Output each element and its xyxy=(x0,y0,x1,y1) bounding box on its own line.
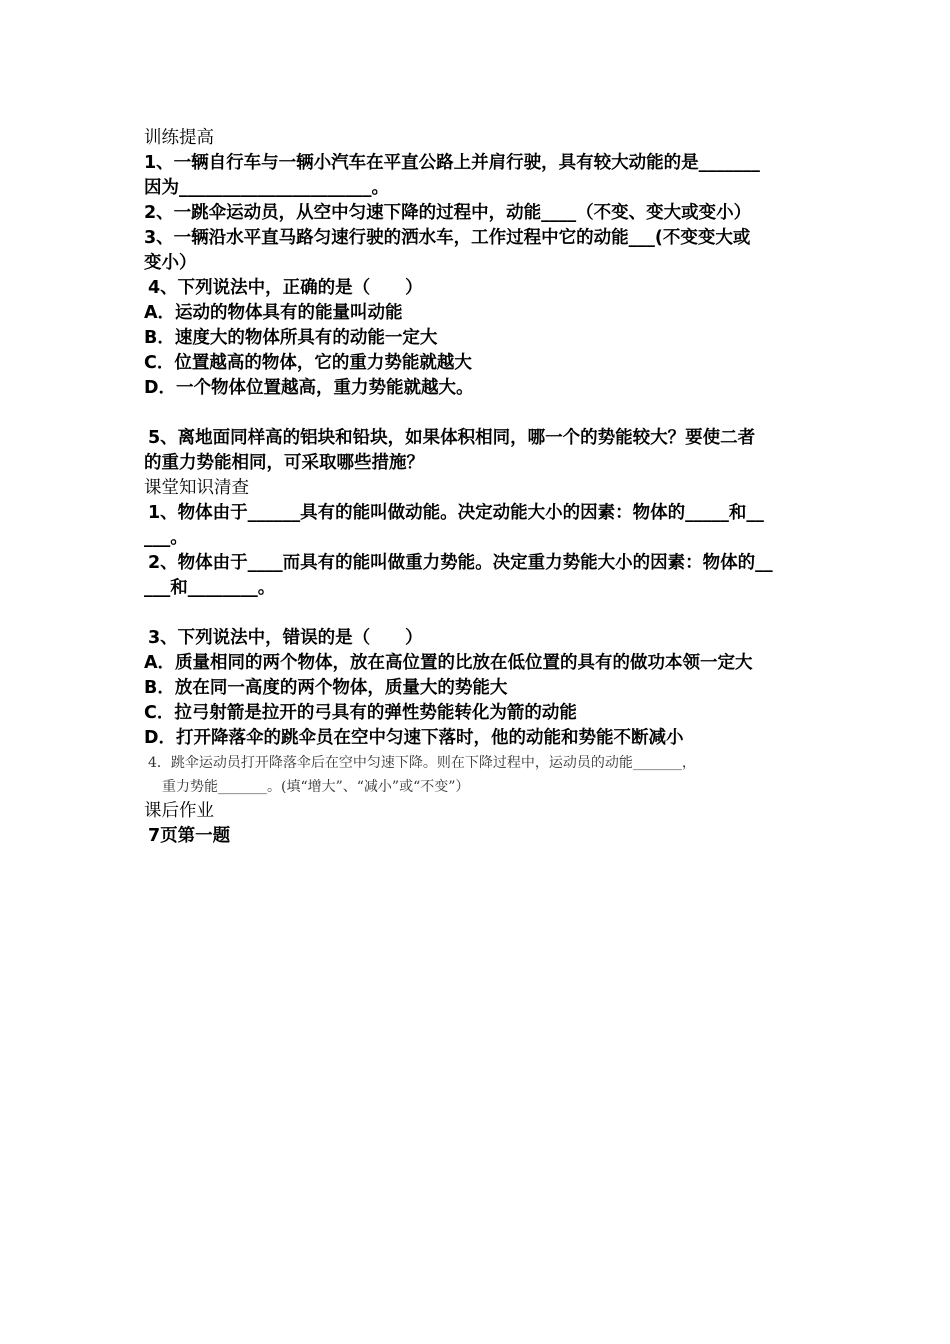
review-question-3-option-b: B．放在同一高度的两个物体，质量大的势能大 xyxy=(144,678,508,698)
question-4-option-c: C．位置越高的物体，它的重力势能就越大 xyxy=(144,353,472,373)
question-1-line-1: 1、一辆自行车与一辆小汽车在平直公路上并肩行驶，具有较大动能的是_______ xyxy=(144,153,760,173)
review-question-2-line-1: 2、物体由于____而具有的能叫做重力势能。决定重力势能大小的因素：物体的__ xyxy=(148,553,773,573)
question-4-option-b: B．速度大的物体所具有的动能一定大 xyxy=(144,328,438,348)
review-question-4-line-2: 重力势能_______。(填“增大”、“减小”或“不变”） xyxy=(162,779,470,795)
question-3-line-1: 3、一辆沿水平直马路匀速行驶的洒水车，工作过程中它的动能___(不变变大或 xyxy=(144,228,751,248)
question-4-option-d: D．一个物体位置越高，重力势能就越大。 xyxy=(144,378,474,398)
section-heading-review: 课堂知识清查 xyxy=(144,478,249,498)
review-question-3-option-c: C．拉弓射箭是拉开的弓具有的弹性势能转化为箭的动能 xyxy=(144,703,577,723)
section-heading-homework: 课后作业 xyxy=(144,801,214,821)
homework-item: 7页第一题 xyxy=(148,826,231,846)
review-question-3-stem: 3、下列说法中，错误的是（ ） xyxy=(148,628,423,648)
question-2: 2、一跳伞运动员，从空中匀速下降的过程中，动能____（不变、变大或变小） xyxy=(144,203,752,223)
review-question-1-line-2: ___。 xyxy=(144,528,188,548)
spacer xyxy=(144,401,814,426)
review-question-3-option-d: D．打开降落伞的跳伞员在空中匀速下落时，他的动能和势能不断减小 xyxy=(144,728,684,748)
review-question-2-line-2: ___和________。 xyxy=(144,578,276,598)
question-4-option-a: A．运动的物体具有的能量叫动能 xyxy=(144,303,403,323)
review-question-4-line-1: 4．跳伞运动员打开降落伞后在空中匀速下降。则在下降过程中，运动员的动能_______， xyxy=(148,755,696,771)
question-4-stem: 4、下列说法中，正确的是（ ） xyxy=(148,278,423,298)
question-5-line-1: 5、离地面同样高的铝块和铅块，如果体积相同，哪一个的势能较大？要使二者 xyxy=(148,428,756,448)
section-heading-training: 训练提高 xyxy=(144,128,214,148)
question-3-line-2: 变小） xyxy=(144,253,197,273)
review-question-1-line-1: 1、物体由于______具有的能叫做动能。决定动能大小的因素：物体的_____和__ xyxy=(148,503,764,523)
review-question-3-option-a: A．质量相同的两个物体，放在高位置的比放在低位置的具有的做功本领一定大 xyxy=(144,653,753,673)
question-5-line-2: 的重力势能相同，可采取哪些措施？ xyxy=(144,453,424,473)
document-body xyxy=(144,126,814,849)
spacer xyxy=(144,601,814,626)
question-1-line-2: 因为______________________。 xyxy=(144,178,389,198)
